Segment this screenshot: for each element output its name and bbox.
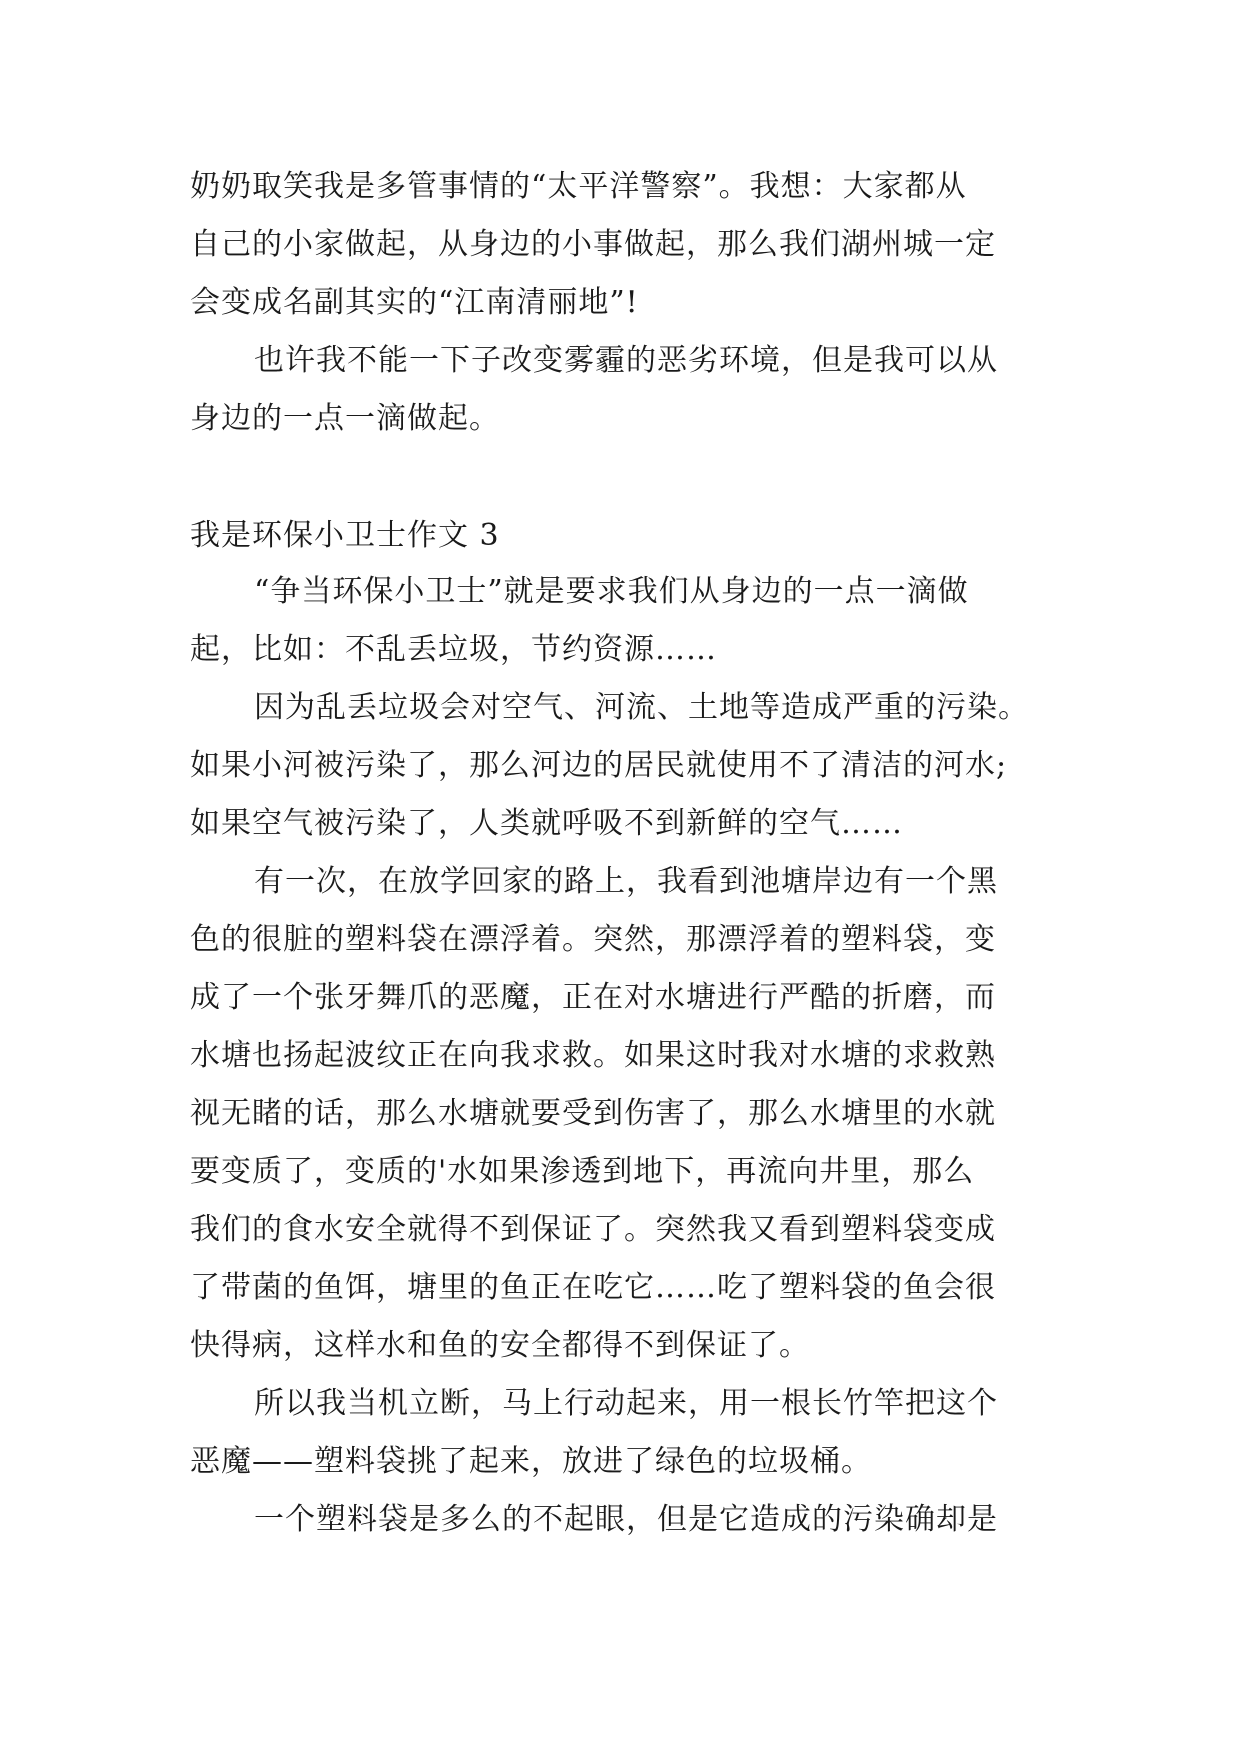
text-line: 如果小河被污染了，那么河边的居民就使用不了清洁的河水; xyxy=(190,748,1008,783)
paragraph xyxy=(190,1491,1050,1549)
text-line: 身边的一点一滴做起。 xyxy=(190,401,500,436)
text-line: 恶魔——塑料袋挑了起来，放进了绿色的垃圾桶。 xyxy=(190,1444,872,1479)
essay-title-block xyxy=(190,507,1050,565)
essay-body xyxy=(190,563,1050,1549)
paragraph xyxy=(190,853,1050,1375)
paragraph xyxy=(190,158,1050,332)
text-line: 会变成名副其实的“江南清丽地”! xyxy=(190,285,639,320)
text-line: 要变质了，变质的'水如果渗透到地下，再流向井里，那么 xyxy=(190,1154,975,1189)
text-line: 视无睹的话，那么水塘就要受到伤害了，那么水塘里的水就 xyxy=(190,1096,996,1131)
text-line: 快得病，这样水和鱼的安全都得不到保证了。 xyxy=(190,1328,810,1363)
paragraph xyxy=(190,679,1050,853)
text-line: 起，比如：不乱丢垃圾，节约资源…… xyxy=(190,632,717,667)
text-line: 也许我不能一下子改变雾霾的恶劣环境，但是我可以从 xyxy=(254,343,998,378)
text-line: 了带菌的鱼饵，塘里的鱼正在吃它……吃了塑料袋的鱼会很 xyxy=(190,1270,996,1305)
text-line: 自己的小家做起，从身边的小事做起，那么我们湖州城一定 xyxy=(190,227,996,262)
text-line: 成了一个张牙舞爪的恶魔，正在对水塘进行严酷的折磨，而 xyxy=(190,980,996,1015)
paragraph xyxy=(190,332,1050,448)
text-line: 水塘也扬起波纹正在向我求救。如果这时我对水塘的求救熟 xyxy=(190,1038,996,1073)
text-line: “争当环保小卫士”就是要求我们从身边的一点一滴做 xyxy=(254,574,969,609)
text-line: 有一次，在放学回家的路上，我看到池塘岸边有一个黑 xyxy=(254,864,998,899)
text-line: 奶奶取笑我是多管事情的“太平洋警察”。我想：大家都从 xyxy=(190,169,967,204)
text-line: 所以我当机立断，马上行动起来，用一根长竹竿把这个 xyxy=(254,1386,998,1421)
previous-essay-ending xyxy=(190,158,1050,448)
text-line: 因为乱丢垃圾会对空气、河流、土地等造成严重的污染。 xyxy=(254,690,1029,725)
text-line: 如果空气被污染了，人类就呼吸不到新鲜的空气…… xyxy=(190,806,903,841)
essay-title: 我是环保小卫士作文 3 xyxy=(190,518,500,553)
text-line: 我们的食水安全就得不到保证了。突然我又看到塑料袋变成 xyxy=(190,1212,996,1247)
text-line: 一个塑料袋是多么的不起眼，但是它造成的污染确却是 xyxy=(254,1502,998,1537)
text-line: 色的很脏的塑料袋在漂浮着。突然，那漂浮着的塑料袋，变 xyxy=(190,922,996,957)
paragraph xyxy=(190,1375,1050,1491)
paragraph xyxy=(190,563,1050,679)
